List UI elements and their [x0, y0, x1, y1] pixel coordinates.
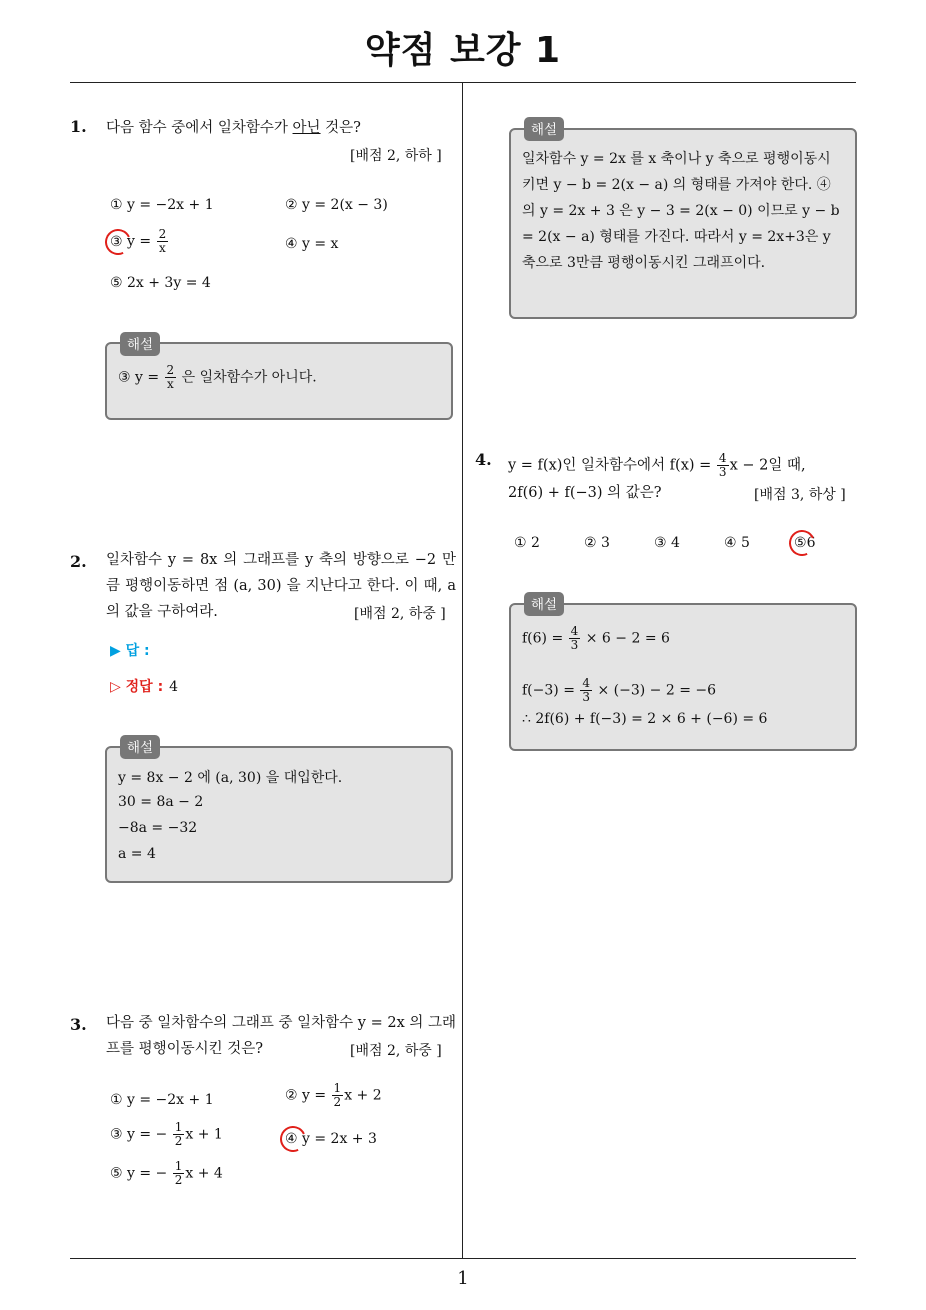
- option-3[interactable]: ③ 4: [654, 535, 680, 551]
- question-text: 다음 함수 중에서 일차함수가 아닌 것은?: [106, 120, 361, 136]
- question-text: 일차함수 y = 8x 의 그래프를 y 축의 방향으로 −2 만큼 평행이동하면 점 (a, 30) 을 지난다고 한다. 이 때, a 의 값을 구하여라.: [106, 552, 456, 620]
- option-1[interactable]: ① 2: [514, 535, 540, 551]
- correct-answer: ▷ 정답 : 4: [110, 679, 179, 695]
- explanation-tag: 해설: [120, 332, 160, 356]
- explanation-line: ∴ 2f(6) + f(−3) = 2 × 6 + (−6) = 6: [522, 711, 768, 727]
- question-text-line2: 2f(6) + f(−3) 의 값은?: [508, 485, 662, 501]
- explanation-line: a = 4: [118, 846, 156, 862]
- answer-mark-circle: [276, 1122, 309, 1155]
- option-3[interactable]: ③ y = $\frac{2}{x}$: [110, 228, 169, 255]
- option-5[interactable]: ⑤ 2x + 3y = 4: [110, 275, 211, 291]
- bottom-rule: [70, 1258, 856, 1259]
- answer-mark-circle: [785, 526, 818, 559]
- option-2[interactable]: ② y = 2(x − 3): [285, 197, 388, 213]
- question-number: 2.: [70, 552, 87, 571]
- option-2[interactable]: ② y = $\frac{1}{2}$ x + 2: [285, 1081, 382, 1109]
- option-4[interactable]: ④ y = 2x + 3: [285, 1131, 377, 1147]
- option-4[interactable]: ④ y = x: [285, 236, 339, 252]
- page-number: 1: [457, 1268, 469, 1289]
- option-3[interactable]: ③ y = − $\frac{1}{2}$ x + 1: [110, 1120, 223, 1148]
- question-meta: [배점 2, 하중 ]: [350, 1043, 442, 1059]
- question-number: 4.: [475, 450, 492, 469]
- answer-mark-circle: [101, 225, 134, 258]
- explanation-text: 일차함수 y = 2x 를 x 축이나 y 축으로 평행이동시키면 y − b = 2(x − a) 의 형태를 가져야 한다. ④의 y = 2x + 3 은 y − 3 = 2(x − 0) 이므로 y − b = 2(x − a) 형태를 가진다. 따라서 y = 2x+3은 y축으로 3만큼 평행이동시킨 그래프이다.: [522, 151, 840, 271]
- question-meta: [배점 2, 하하 ]: [350, 148, 442, 164]
- column-divider: [462, 83, 463, 1259]
- option-5[interactable]: ⑤6: [794, 535, 815, 551]
- question-number: 3.: [70, 1015, 87, 1034]
- explanation-tag: 해설: [120, 735, 160, 759]
- explanation-tag: 해설: [524, 592, 564, 616]
- option-1[interactable]: ① y = −2x + 1: [110, 1092, 214, 1108]
- option-4[interactable]: ④ 5: [724, 535, 750, 551]
- explanation-tag: 해설: [524, 117, 564, 141]
- answer-input-label[interactable]: ▶ 답 :: [110, 643, 150, 659]
- question-meta: [배점 2, 하중 ]: [354, 606, 446, 622]
- page-title: 약점 보강 1: [364, 30, 562, 71]
- option-1[interactable]: ① y = −2x + 1: [110, 197, 214, 213]
- explanation-line: 30 = 8a − 2: [118, 794, 204, 810]
- question-text: y = f(x)인 일차함수에서 f(x) = $\frac{4}{3}$ x − 2일 때,: [508, 451, 806, 479]
- explanation-line: f(−3) = $\frac{4}{3}$ × (−3) − 2 = −6: [522, 676, 717, 704]
- explanation-line: y = 8x − 2 에 (a, 30) 을 대입한다.: [118, 770, 343, 786]
- explanation-text: ③ y = $\frac{2}{x}$ 은 일차함수가 아니다.: [118, 363, 317, 391]
- question-number: 1.: [70, 117, 87, 136]
- question-meta: [배점 3, 하상 ]: [754, 487, 846, 503]
- question-text: 다음 중 일차함수의 그래프 중 일차함수 y = 2x 의 그래프를 평행이동시킨 것은?: [106, 1015, 456, 1057]
- underlined-word: 아닌: [292, 120, 321, 136]
- explanation-line: −8a = −32: [118, 820, 198, 836]
- explanation-line: f(6) = $\frac{4}{3}$ × 6 − 2 = 6: [522, 624, 670, 652]
- option-5[interactable]: ⑤ y = − $\frac{1}{2}$ x + 4: [110, 1159, 223, 1187]
- option-2[interactable]: ② 3: [584, 535, 610, 551]
- top-rule: [70, 82, 856, 83]
